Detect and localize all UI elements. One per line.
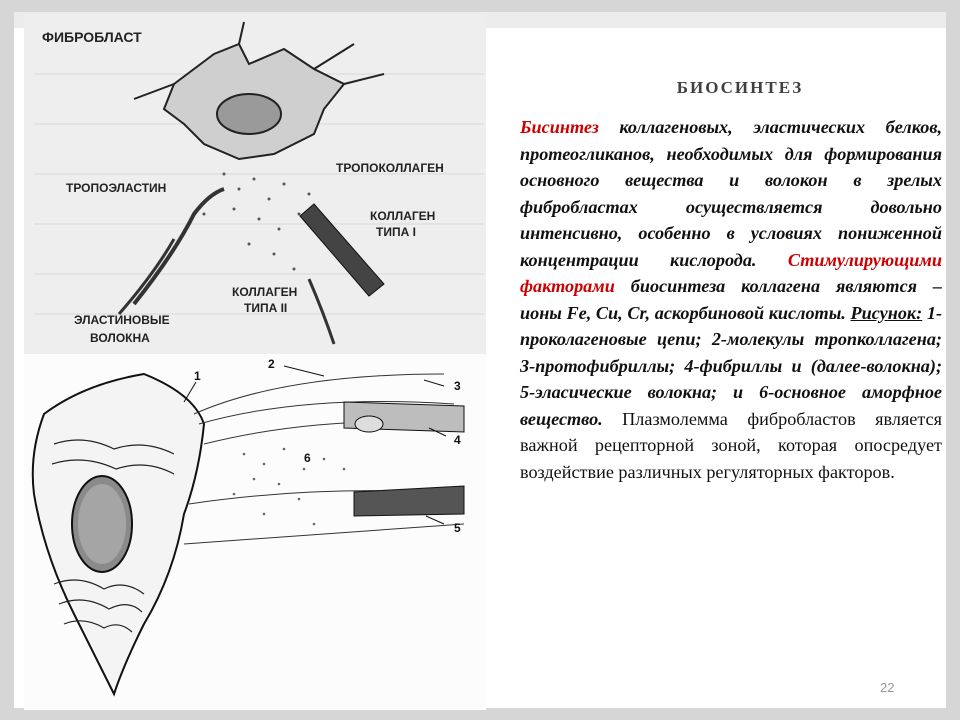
figure-number-3: 3	[454, 379, 461, 393]
label-collagen-type1-a: КОЛЛАГЕН	[370, 209, 436, 223]
figure-caption-text: 1-проколагеновые цепи; 2-молекулы тропколлагена; 3-протофибриллы; 4-фибриллы и (далее-волокна); 5-эласические волокна; и 6-основное аморфное вещество.	[520, 302, 942, 429]
figure-number-5: 5	[454, 521, 461, 535]
page-number: 22	[880, 680, 895, 695]
label-tropoelastin: ТРОПОЭЛАСТИН	[66, 181, 167, 195]
label-collagen-type2-b: ТИПА II	[244, 301, 288, 315]
fibroblast-secretion-figure	[24, 14, 486, 358]
figure-number-6: 6	[304, 451, 311, 465]
figure-number-1: 1	[194, 369, 201, 383]
fibroblast-secretion-drawing	[24, 14, 486, 358]
label-fibroblast: ФИБРОБЛАСТ	[42, 29, 142, 45]
body-paragraph-ions: биосинтеза коллагена являются – ионы Fe, Cu, Cr, аскорбиновой кислоты.	[520, 276, 942, 323]
body-paragraph-part1: коллагеновых, эластических белков, протеогликанов, необходимых для формирования основного вещества и волокон в зрелых фибробластах осуществляется довольно интенсивно, особенно в условиях пониженной концентрации кислорода.	[520, 117, 942, 270]
fibroblast-numbered-figure	[24, 354, 486, 710]
label-tropocollagen: ТРОПОКОЛЛАГЕН	[336, 161, 444, 175]
nucleus	[217, 94, 281, 134]
term-stimulating-factors: Стимулирующими факторами	[520, 249, 942, 296]
figure-number-4: 4	[454, 433, 461, 447]
label-elastin-fibers-b: ВОЛОКНА	[90, 331, 150, 345]
term-bisintez: Бисинтез	[520, 117, 599, 137]
figure-caption-label: Рисунок:	[850, 302, 923, 323]
body-paragraph-2: Плазмолемма фибробластов является важной рецепторной зоной, которая опосредует воздействие различных регуляторных факторов.	[520, 408, 942, 482]
slide-title: БИОСИНТЕЗ	[676, 78, 804, 97]
label-collagen-type1-b: ТИПА I	[376, 225, 416, 239]
figure-number-2: 2	[268, 357, 275, 371]
label-collagen-type2-a: КОЛЛАГЕН	[232, 285, 298, 299]
label-elastin-fibers-a: ЭЛАСТИНОВЫЕ	[74, 313, 170, 327]
fibroblast-numbered-drawing	[24, 354, 486, 710]
body-text	[520, 114, 942, 485]
